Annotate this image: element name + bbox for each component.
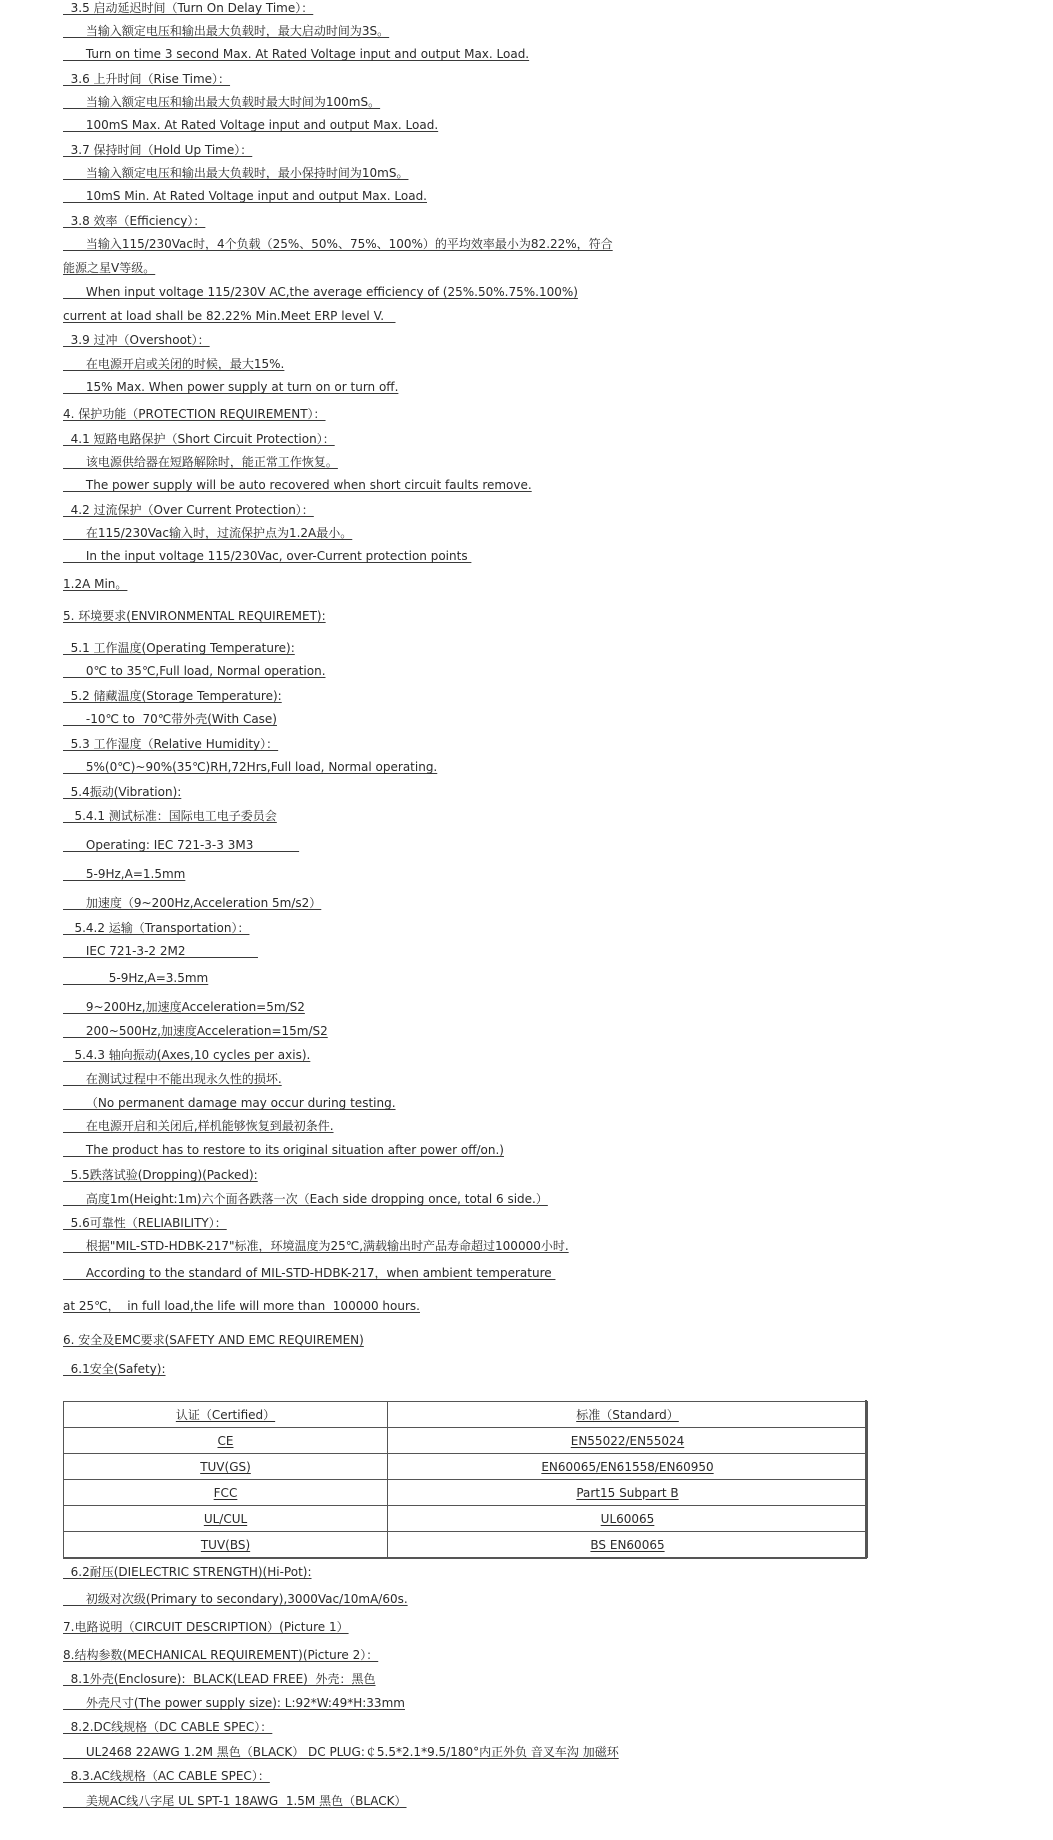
text-line: 3.9 过冲（Overshoot）：	[63, 333, 210, 347]
text-line: 加速度（9~200Hz,Acceleration 5m/s2）	[63, 896, 322, 910]
table-cell	[388, 1428, 868, 1454]
text-line: 8.2.DC线规格（DC CABLE SPEC）：	[63, 1720, 273, 1734]
cell-certified: TUV(BS)	[200, 1537, 251, 1552]
text-line: 1.2A Min。	[63, 577, 128, 591]
table-row	[64, 1428, 868, 1454]
cell-standard: EN60065/EN61558/EN60950	[541, 1459, 714, 1474]
section-heading: 6. 安全及EMC要求(SAFETY AND EMC REQUIREMEN)	[63, 1333, 364, 1347]
text-line: 在电源开启和关闭后,样机能够恢复到最初条件.	[63, 1119, 334, 1133]
text-line: 6.2耐压(DIELECTRIC STRENGTH)(Hi-Pot):	[63, 1565, 312, 1579]
table-cell	[388, 1480, 868, 1506]
cell-certified: TUV(GS)	[200, 1459, 251, 1474]
text-line: 能源之星V等级。	[63, 261, 156, 275]
section-heading: 5. 环境要求(ENVIRONMENTAL REQUIREMET):	[63, 609, 326, 623]
section-heading: 8.结构参数(MECHANICAL REQUIREMENT)(Picture 2）：	[63, 1648, 379, 1662]
text-line: 9~200Hz,加速度Acceleration=5m/S2	[63, 1000, 305, 1014]
table-cell	[64, 1454, 388, 1480]
text-line: UL2468 22AWG 1.2M 黑色（BLACK） DC PLUG:￠5.5*2.1*9.5/180°内正外负 音叉车沟 加磁环	[63, 1745, 619, 1759]
text-line: 当输入115/230Vac时，4个负载（25%、50%、75%、100%）的平均效率最小为82.22%，符合	[63, 237, 613, 251]
text-line: In the input voltage 115/230Vac, over-Current protection points	[63, 549, 472, 563]
table-header-cell	[64, 1402, 388, 1428]
text-line: 初级对次级(Primary to secondary),3000Vac/10mA/60s.	[63, 1592, 408, 1606]
cell-standard: Part15 Subpart B	[576, 1485, 679, 1500]
text-line: 5.4.1 测试标准：国际电工电子委员会	[63, 809, 277, 823]
cell-certified: UL/CUL	[203, 1511, 248, 1526]
text-line: 在115/230Vac输入时，过流保护点为1.2A最小。	[63, 526, 353, 540]
text-line: 5-9Hz,A=1.5mm	[63, 867, 186, 881]
text-line: at 25℃， in full load,the life will more than 100000 hours.	[63, 1299, 420, 1313]
text-line: 5.6可靠性（RELIABILITY）：	[63, 1216, 227, 1230]
text-line: 5-9Hz,A=3.5mm	[63, 971, 209, 985]
text-line: 6.1安全(Safety):	[63, 1362, 166, 1376]
text-line: 在测试过程中不能出现永久性的损坏.	[63, 1072, 282, 1086]
text-line: 外壳尺寸(The power supply size): L:92*W:49*H:33mm	[63, 1696, 405, 1710]
text-line: Turn on time 3 second Max. At Rated Voltage input and output Max. Load.	[63, 47, 530, 61]
header-standard: 标准（Standard）	[576, 1408, 679, 1422]
text-line: （No permanent damage may occur during testing.	[63, 1096, 396, 1110]
table-cell	[64, 1532, 388, 1558]
section-heading: 7.电路说明（CIRCUIT DESCRIPTION）(Picture 1）	[63, 1620, 349, 1634]
text-line: When input voltage 115/230V AC,the average efficiency of (25%.50%.75%.100%)	[63, 285, 578, 299]
text-line: 15% Max. When power supply at turn on or turn off.	[63, 380, 399, 394]
text-line: 4.2 过流保护（Over Current Protection）：	[63, 503, 314, 517]
text-line: 5.4.2 运输（Transportation）：	[63, 921, 250, 935]
text-line: 当输入额定电压和输出最大负载时最大时间为100mS。	[63, 95, 381, 109]
cell-certified: FCC	[213, 1485, 238, 1500]
text-line: 0℃ to 35℃,Full load, Normal operation.	[63, 664, 326, 678]
text-line: 美规AC线八字尾 UL SPT-1 18AWG 1.5M 黑色（BLACK）	[63, 1794, 407, 1808]
table-cell	[64, 1428, 388, 1454]
table-row	[64, 1532, 868, 1558]
text-line: 高度1m(Height:1m)六个面各跌落一次（Each side dropping once, total 6 side.）	[63, 1192, 548, 1206]
text-line: 100mS Max. At Rated Voltage input and output Max. Load.	[63, 118, 439, 132]
text-line: 5.2 储藏温度(Storage Temperature):	[63, 689, 282, 703]
text-line: The product has to restore to its original situation after power off/on.)	[63, 1143, 504, 1157]
table-header-cell	[388, 1402, 868, 1428]
text-line: 3.6 上升时间（Rise Time）：	[63, 72, 231, 86]
text-line: current at load shall be 82.22% Min.Meet ERP level V.	[63, 309, 396, 323]
text-line: 4.1 短路电路保护（Short Circuit Protection）：	[63, 432, 335, 446]
table-cell	[388, 1454, 868, 1480]
text-line: 3.7 保持时间（Hold Up Time）：	[63, 143, 253, 157]
text-line: Operating: IEC 721-3-3 3M3	[63, 838, 300, 852]
text-line: 当输入额定电压和输出最大负载时，最小保持时间为10mS。	[63, 166, 409, 180]
text-line: 5%(0℃)~90%(35℃)RH,72Hrs,Full load, Normal operating.	[63, 760, 438, 774]
cell-standard: UL60065	[600, 1511, 655, 1526]
text-line: 5.1 工作温度(Operating Temperature):	[63, 641, 295, 655]
table-row	[64, 1506, 868, 1532]
cell-standard: BS EN60065	[590, 1537, 665, 1552]
text-line: According to the standard of MIL-STD-HDBK-217，when ambient temperature	[63, 1266, 556, 1280]
table-row	[64, 1480, 868, 1506]
text-line: -10℃ to 70℃带外壳(With Case)	[63, 712, 277, 726]
table-cell	[64, 1506, 388, 1532]
table-cell	[388, 1506, 868, 1532]
text-line: 5.3 工作湿度（Relative Humidity）：	[63, 737, 279, 751]
text-line: 当输入额定电压和输出最大负载时，最大启动时间为3S。	[63, 24, 390, 38]
text-line: 5.4振动(Vibration):	[63, 785, 182, 799]
text-line: 根据"MIL-STD-HDBK-217"标准，环境温度为25℃,满载输出时产品寿命超过100000小时.	[63, 1239, 569, 1253]
table-header-row	[64, 1402, 868, 1428]
text-line: 10mS Min. At Rated Voltage input and output Max. Load.	[63, 189, 427, 203]
text-line: 8.3.AC线规格（AC CABLE SPEC）：	[63, 1769, 270, 1783]
text-line: 3.5 启动延迟时间（Turn On Delay Time）：	[63, 1, 314, 15]
header-certified: 认证（Certified）	[175, 1408, 276, 1422]
safety-certification-table	[63, 1401, 868, 1558]
table-cell	[388, 1532, 868, 1558]
text-line: 8.1外壳(Enclosure): BLACK(LEAD FREE) 外壳：黑色	[63, 1672, 376, 1686]
text-line: 该电源供给器在短路解除时，能正常工作恢复。	[63, 455, 338, 469]
text-line: 5.5跌落试验(Dropping)(Packed):	[63, 1168, 258, 1182]
text-line: 在电源开启或关闭的时候，最大15%.	[63, 357, 285, 371]
text-line: The power supply will be auto recovered when short circuit faults remove.	[63, 478, 532, 492]
section-heading: 4. 保护功能（PROTECTION REQUIREMENT）：	[63, 407, 326, 421]
cell-standard: EN55022/EN55024	[570, 1433, 685, 1448]
cell-certified: CE	[217, 1433, 234, 1448]
text-line: 5.4.3 轴向振动(Axes,10 cycles per axis).	[63, 1048, 311, 1062]
table-cell	[64, 1480, 388, 1506]
text-line: 3.8 效率（Efficiency）：	[63, 214, 206, 228]
text-line: 200~500Hz,加速度Acceleration=15m/S2	[63, 1024, 328, 1038]
table-row	[64, 1454, 868, 1480]
text-line: IEC 721-3-2 2M2	[63, 944, 258, 958]
